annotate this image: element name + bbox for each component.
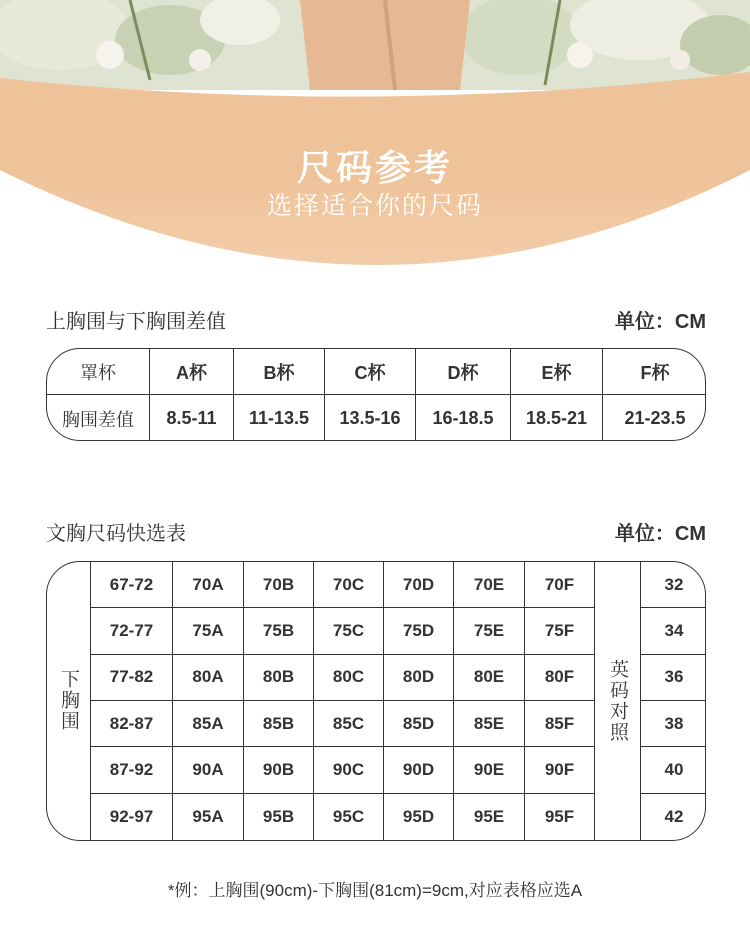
uk-size-label: 英码对照 <box>595 562 641 840</box>
size-cell: 70D <box>384 562 454 608</box>
size-cell: 80E <box>454 655 525 701</box>
size-cell: 95E <box>454 794 525 840</box>
cup-section-title: 上胸围与下胸围差值 <box>46 311 226 333</box>
size-cell: 85A <box>173 701 244 747</box>
underbust-range-cell: 72-77 <box>91 608 173 654</box>
underbust-label: 下胸围 <box>47 562 91 840</box>
size-cell: 95F <box>525 794 595 840</box>
underbust-range-cell: 87-92 <box>91 747 173 793</box>
underbust-range-cell: 77-82 <box>91 655 173 701</box>
cup-header-label: 罩杯 <box>47 349 150 395</box>
cup-difference-table <box>46 348 706 441</box>
diff-value-cell: 16-18.5 <box>416 395 511 441</box>
size-cell: 80C <box>314 655 384 701</box>
size-cell: 75D <box>384 608 454 654</box>
uk-size-cell: 38 <box>641 701 706 747</box>
size-cell: 70E <box>454 562 525 608</box>
size-cell: 95A <box>173 794 244 840</box>
size-cell: 80A <box>173 655 244 701</box>
diff-value-cell: 18.5-21 <box>511 395 603 441</box>
underbust-range-cell: 92-97 <box>91 794 173 840</box>
diff-value-cell: 21-23.5 <box>624 408 686 428</box>
size-cell: 90F <box>525 747 595 793</box>
size-cell: 70A <box>173 562 244 608</box>
uk-size-cell: 34 <box>641 608 706 654</box>
size-cell: 90D <box>384 747 454 793</box>
diff-row-label: 胸围差值 <box>47 395 150 441</box>
size-cell: 80D <box>384 655 454 701</box>
cup-header-cell: C杯 <box>325 349 416 395</box>
cup-section-unit: 单位：CM <box>614 311 706 333</box>
cup-header-cell: D杯 <box>416 349 511 395</box>
size-cell: 85E <box>454 701 525 747</box>
size-section-unit: 单位：CM <box>614 523 706 545</box>
size-cell: 70C <box>314 562 384 608</box>
cup-header-cell: A杯 <box>150 349 234 395</box>
hero-subtitle: 选择适合你的尺码 <box>266 192 483 220</box>
size-cell: 90B <box>244 747 314 793</box>
cup-header-cell: E杯 <box>511 349 603 395</box>
size-cell: 85B <box>244 701 314 747</box>
size-cell: 75E <box>454 608 525 654</box>
uk-size-cell: 36 <box>641 655 706 701</box>
size-cell: 90E <box>454 747 525 793</box>
example-note: *例：上胸围(90cm)-下胸围(81cm)=9cm,对应表格应选A <box>167 881 583 900</box>
size-quick-table <box>46 561 706 841</box>
cup-header-cell: B杯 <box>234 349 325 395</box>
size-section-title: 文胸尺码快选表 <box>46 523 186 545</box>
size-cell: 85D <box>384 701 454 747</box>
uk-size-cell: 42 <box>664 806 684 826</box>
size-cell: 90C <box>314 747 384 793</box>
size-cell: 75A <box>173 608 244 654</box>
diff-value-cell: 11-13.5 <box>234 395 325 441</box>
size-cell: 70F <box>525 562 595 608</box>
cup-header-cell: F杯 <box>603 349 706 395</box>
uk-size-cell: 40 <box>641 747 706 793</box>
underbust-range-cell: 67-72 <box>91 562 173 608</box>
size-cell: 80F <box>525 655 595 701</box>
size-cell: 85F <box>525 701 595 747</box>
hero-title: 尺码参考 <box>296 147 453 188</box>
diff-value-cell: 8.5-11 <box>150 395 234 441</box>
size-cell: 75F <box>525 608 595 654</box>
size-cell: 75B <box>244 608 314 654</box>
size-cell: 95B <box>244 794 314 840</box>
underbust-range-cell: 82-87 <box>91 701 173 747</box>
size-cell: 90A <box>173 747 244 793</box>
size-cell: 70B <box>244 562 314 608</box>
uk-size-cell: 32 <box>641 562 706 608</box>
hero-banner <box>0 0 750 300</box>
size-cell: 85C <box>314 701 384 747</box>
size-cell: 80B <box>244 655 314 701</box>
size-cell: 95D <box>384 794 454 840</box>
size-cell: 75C <box>314 608 384 654</box>
size-cell: 95C <box>314 794 384 840</box>
diff-value-cell: 13.5-16 <box>325 395 416 441</box>
